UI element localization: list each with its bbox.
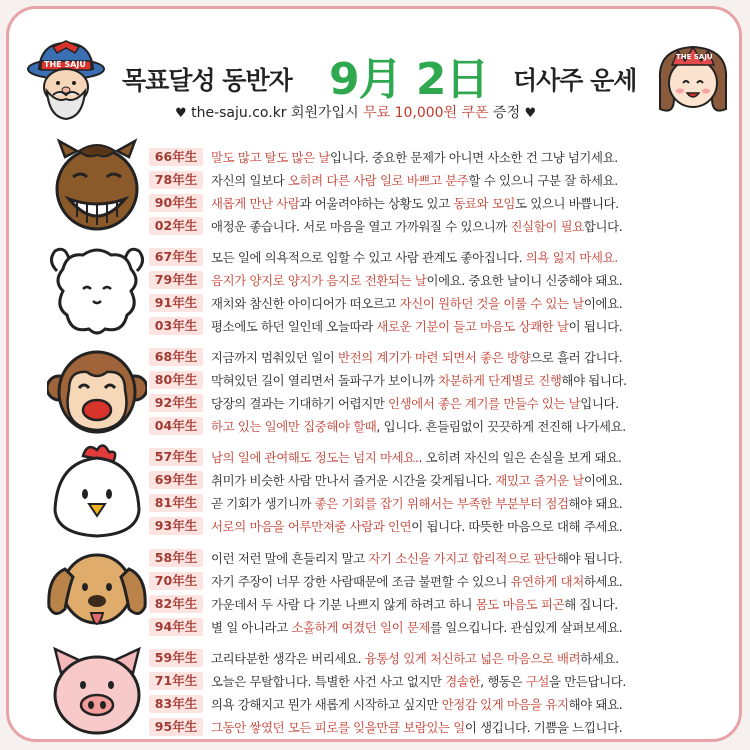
birth-year-badge: 93年生	[149, 517, 203, 535]
fortune-row	[149, 214, 739, 237]
birth-year-badge: 03年生	[149, 317, 203, 335]
highlight-text: 음지가 양지로 양지가 음지로 전환되는 날	[211, 272, 427, 288]
left-logo-text: THE SAJU	[44, 60, 86, 69]
fortune-text	[211, 217, 622, 235]
plain-text: 할 수 있으니 구분 잘 하세요.	[468, 172, 618, 188]
plain-text: 자신의 일보다	[211, 172, 288, 188]
birth-year-badge: 78年生	[149, 171, 203, 189]
birth-year-badge: 80年生	[149, 371, 203, 389]
highlight-text: 오히려 다른 사람 일로 바쁘고 분주	[287, 172, 469, 188]
chicken-icon	[47, 442, 147, 542]
fortune-group	[149, 345, 739, 437]
birth-year-badge: 02年生	[149, 217, 203, 235]
heart-icon: ♥	[524, 106, 537, 121]
right-logo-text: THE SAJU	[676, 53, 713, 61]
birth-year-badge: 82年生	[149, 595, 203, 613]
subtitle-promo: 무료 10,000원 쿠폰	[363, 105, 489, 121]
title-prefix: 목표달성 동반자	[122, 66, 292, 95]
fortune-row	[149, 646, 739, 669]
highlight-text: 새로운 기분이 들고 마음도 상쾌한 날	[376, 318, 569, 334]
plain-text: 고리타분한 생각은 버리세요.	[211, 650, 365, 666]
subtitle-end: 증정	[488, 105, 521, 121]
highlight-text: 융통성 있게 처신하고 넓은 마음으로 배려	[364, 650, 581, 666]
highlight-text: 새롭게 만난 사람	[211, 195, 300, 211]
subtitle	[175, 102, 536, 122]
fortune-text	[211, 672, 626, 690]
plain-text: 별 일 아니라고	[211, 619, 292, 635]
fortune-text	[211, 248, 618, 266]
birth-year-badge: 90年生	[149, 194, 203, 212]
plain-text: 입니다. 중요한 문제가 아니면 사소한 건 그냥 넘기세요.	[329, 149, 618, 165]
plain-text: 이에요. 중요한 날이니 신중해야 돼요.	[426, 272, 623, 288]
fortune-text	[211, 595, 618, 613]
plain-text: 해야 됩니다.	[561, 372, 627, 388]
heart-icon: ♥	[175, 106, 187, 121]
plain-text: , 행동은	[480, 673, 526, 689]
highlight-text: 소홀하게 여겼던 일이 문제	[291, 619, 431, 635]
fortune-row	[149, 268, 739, 291]
highlight-text: 좋은 기회를 잡기 위해서는 부족한 부분부터 점검	[314, 495, 569, 511]
fortune-text	[211, 348, 622, 366]
highlight-text: 자기 소신을 가지고 합리적으로 판단	[368, 550, 558, 566]
birth-year-badge: 81年生	[149, 494, 203, 512]
plain-text: 를 일으킵니다. 관심있게 살펴보세요.	[430, 619, 623, 635]
highlight-text: 동료와 모임	[453, 195, 515, 211]
dog-icon	[47, 543, 147, 643]
fortune-text	[211, 371, 627, 389]
birth-year-badge: 58年生	[149, 549, 203, 567]
plain-text: 막혀있던 길이 열리면서 돌파구가 보이니까	[211, 372, 439, 388]
plain-text: 이 됩니다. 따뜻한 마음으로 대해 주세요.	[411, 518, 623, 534]
highlight-text: 유연하게 대처	[510, 573, 584, 589]
plain-text: 오늘은 무탈합니다. 특별한 사건 사고 없지만	[211, 673, 446, 689]
birth-year-badge: 68年生	[149, 348, 203, 366]
plain-text: 입니다.	[580, 395, 619, 411]
fortune-row	[149, 445, 739, 468]
birth-year-badge: 04年生	[149, 417, 203, 435]
plain-text: 곧 기회가 생기니까	[211, 495, 315, 511]
highlight-text: 재밌고 즐거운 날	[495, 472, 584, 488]
fortune-group	[149, 245, 739, 337]
birth-year-badge: 92年生	[149, 394, 203, 412]
highlight-text: 의욕 잃지 마세요.	[525, 249, 618, 265]
plain-text: 이에요.	[583, 295, 623, 311]
pig-icon	[47, 643, 147, 742]
plain-text: 으로 흘러 갑니다.	[530, 349, 623, 365]
fortune-row	[149, 715, 739, 738]
highlight-text: 안정감 있게 마음을 유지	[441, 696, 569, 712]
fortune-text	[211, 649, 619, 667]
plain-text: 이 생깁니다. 기쁨을 느낍니다.	[464, 719, 623, 735]
fortune-text	[211, 549, 622, 567]
fortune-text	[211, 394, 619, 412]
fortune-group	[149, 445, 739, 537]
highlight-text: 반전의 계기가 마련 되면서 좋은 방향	[337, 349, 531, 365]
plain-text: 이 됩니다.	[568, 318, 623, 334]
fortune-row	[149, 391, 739, 414]
birth-year-badge: 66年生	[149, 148, 203, 166]
fortune-text	[211, 471, 622, 489]
fortune-row	[149, 468, 739, 491]
highlight-text: 남의 일에 관여해도 정도는 넘지 마세요.	[211, 449, 419, 465]
plain-text: 이에요.	[583, 472, 623, 488]
plain-text: 지금까지 멈춰있던 일이	[211, 349, 338, 365]
plain-text: 모든 일에 의욕적으로 임할 수 있고 사람 관계도 좋아집니다.	[211, 249, 526, 265]
fortune-row	[149, 414, 739, 437]
fortune-text	[211, 448, 621, 466]
fortune-row	[149, 514, 739, 537]
subtitle-site: the-saju.co.kr 회원가입시	[191, 105, 364, 121]
fortune-group	[149, 145, 739, 237]
fortune-row	[149, 615, 739, 638]
fortune-row	[149, 569, 739, 592]
plain-text: 평소에도 하던 일인데 오늘따라	[211, 318, 377, 334]
plain-text: 하세요.	[580, 650, 619, 666]
plain-text: 해야 됩니다.	[557, 550, 623, 566]
fortune-row	[149, 692, 739, 715]
fortune-row	[149, 191, 739, 214]
plain-text: 해야 돼요.	[568, 495, 623, 511]
highlight-text: 자신이 원하던 것을 이룰 수 있는 날	[399, 295, 584, 311]
fortune-row	[149, 145, 739, 168]
plain-text: 합니다.	[583, 218, 623, 234]
fortune-text	[211, 718, 622, 736]
fortune-row	[149, 245, 739, 268]
man-avatar-icon	[25, 39, 107, 121]
plain-text: 해 집니다.	[564, 596, 618, 612]
plain-text: 재치와 참신한 아이디어가 떠오르고	[211, 295, 400, 311]
highlight-text: 구설	[525, 673, 550, 689]
birth-year-badge: 67年生	[149, 248, 203, 266]
birth-year-badge: 70年生	[149, 572, 203, 590]
fortune-row	[149, 669, 739, 692]
plain-text: 가운데서 두 사람 다 기분 나쁘지 않게 하려고 하니	[211, 596, 476, 612]
fortune-text	[211, 417, 626, 435]
highlight-text: 말도 많고 탈도 많은 날	[211, 149, 330, 165]
plain-text: 이런 저런 말에 흔들리지 말고	[211, 550, 369, 566]
fortune-text	[211, 494, 622, 512]
card-frame	[6, 6, 742, 742]
plain-text: , 입니다. 흔들림없이 끗끗하게 전진해 나가세요.	[376, 418, 626, 434]
plain-text: 과 어울려야하는 상황도 있고	[299, 195, 454, 211]
fortune-text	[211, 695, 622, 713]
birth-year-badge: 79年生	[149, 271, 203, 289]
plain-text: 하세요.	[583, 573, 623, 589]
fortune-row	[149, 546, 739, 569]
fortune-group	[149, 646, 739, 738]
fortune-text	[211, 171, 618, 189]
fortune-text	[211, 317, 622, 335]
highlight-text: 서로의 마음을 어루만져줄 사람과 인연	[211, 518, 412, 534]
highlight-text: 차분하게 단계별로 진행	[438, 372, 562, 388]
highlight-text: 경솔한	[445, 673, 481, 689]
highlight-text: 진실함이 필요	[510, 218, 584, 234]
title-date: 9月 2日	[329, 54, 489, 105]
birth-year-badge: 59年生	[149, 649, 203, 667]
plain-text: . 오히려 자신의 일은 손실을 보게 돼요.	[418, 449, 622, 465]
plain-text: 해야 돼요.	[568, 696, 623, 712]
fortune-row	[149, 368, 739, 391]
fortune-text	[211, 148, 618, 166]
fortune-row	[149, 168, 739, 191]
highlight-text: 인생에서 좋은 계기를 만들수 있는 날	[388, 395, 581, 411]
fortune-text	[211, 194, 619, 212]
birth-year-badge: 95年生	[149, 718, 203, 736]
birth-year-badge: 69年生	[149, 471, 203, 489]
monkey-icon	[47, 342, 147, 442]
plain-text: 을 만든답니다.	[549, 673, 626, 689]
fortune-text	[211, 618, 622, 636]
fortune-row	[149, 592, 739, 615]
birth-year-badge: 91年生	[149, 294, 203, 312]
sheep-icon	[47, 241, 147, 341]
woman-avatar-icon	[652, 39, 734, 121]
birth-year-badge: 57年生	[149, 448, 203, 466]
highlight-text: 하고 있는 일에만 집중해야 할때	[211, 418, 377, 434]
fortune-text	[211, 271, 622, 289]
fortune-row	[149, 314, 739, 337]
birth-year-badge: 83年生	[149, 695, 203, 713]
plain-text: 자기 주장이 너무 강한 사람때문에 조금 불편할 수 있으니	[211, 573, 511, 589]
page-title	[117, 39, 657, 105]
fortune-text	[211, 294, 622, 312]
fortune-text	[211, 572, 622, 590]
fortune-row	[149, 491, 739, 514]
highlight-text: 그동안 쌓였던 모든 피로를 잊을만큼 보람있는 일	[211, 719, 465, 735]
highlight-text: 몸도 마음도 피곤	[475, 596, 565, 612]
plain-text: 도 있으니 바쁩니다.	[515, 195, 619, 211]
birth-year-badge: 94年生	[149, 618, 203, 636]
fortune-text	[211, 517, 622, 535]
title-suffix: 더사주 운세	[513, 66, 637, 95]
plain-text: 의욕 강해지고 뭔가 새롭게 시작하고 싶지만	[211, 696, 442, 712]
fortune-row	[149, 345, 739, 368]
birth-year-badge: 71年生	[149, 672, 203, 690]
fortune-group	[149, 546, 739, 638]
plain-text: 취미가 비슷한 사람 만나서 즐거운 시간을 갖게됩니다.	[211, 472, 496, 488]
fortune-row	[149, 291, 739, 314]
horse-icon	[47, 137, 147, 237]
plain-text: 애정운 좋습니다. 서로 마음을 열고 가까워질 수 있으니까	[211, 218, 511, 234]
plain-text: 당장의 결과는 기대하기 어렵지만	[211, 395, 389, 411]
